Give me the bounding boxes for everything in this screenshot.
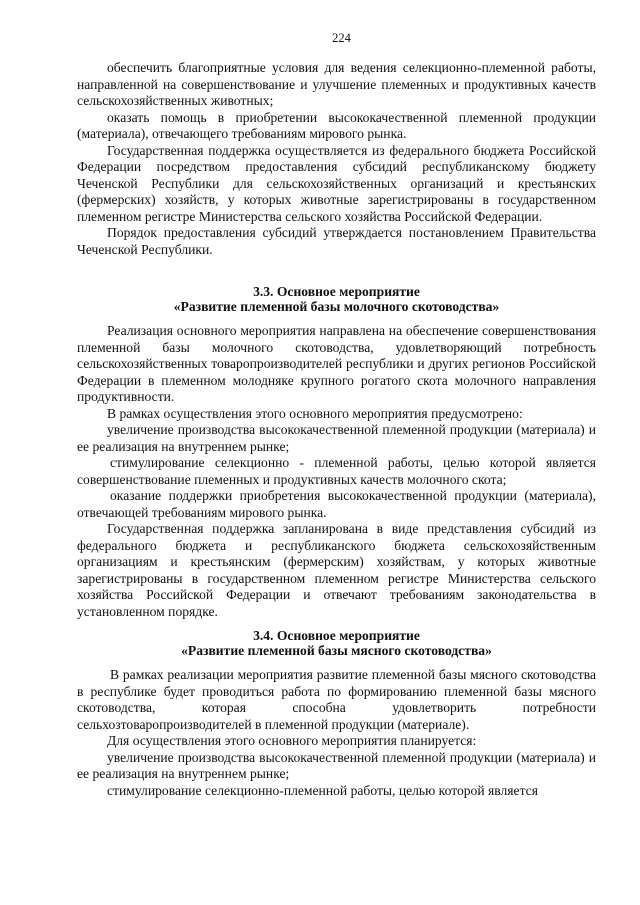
- section-heading-3-3: [77, 284, 596, 314]
- paragraph: обеспечить благоприятные условия для ведения селекционно-племенной работы, направленной на совершенствование и улучшение племенных и продуктивных качеств сельскохозяйственных животных;: [77, 60, 596, 108]
- text-block-intro: [77, 60, 596, 258]
- section-heading-3-4: [77, 628, 596, 658]
- section-subtitle: «Развитие племенной базы мясного скотоводства»: [181, 643, 492, 658]
- paragraph: В рамках реализации мероприятия развитие племенной базы мясного скотоводства в республике будет проводиться работа по формированию племенной базы мясного скотоводства, которая способна удовлетворить потребности сельхозтоваропроизводителей в племенной продукции (материале).: [77, 667, 596, 732]
- section-number-title: 3.4. Основное мероприятие: [253, 628, 420, 643]
- paragraph: Государственная поддержка осуществляется из федерального бюджета Российской Федерации посредством предоставления субсидий республиканскому бюджету Чеченской Республики для сельскохозяйственных организаций и крестьянских (фермерских) хозяйств, у которых животные зарегистрированы в государственном племенном регистре Министерства сельского хозяйства Российской Федерации.: [77, 142, 596, 224]
- paragraph: увеличение производства высококачественной племенной продукции (материала) и ее реализация на внутреннем рынке;: [77, 749, 596, 781]
- paragraph: Порядок предоставления субсидий утверждается постановлением Правительства Чеченской Республики.: [77, 225, 596, 257]
- page-number: 224: [332, 31, 351, 45]
- paragraph: В рамках осуществления этого основного мероприятия предусмотрено:: [107, 405, 523, 421]
- paragraph: Реализация основного мероприятия направлена на обеспечение совершенствования племенной базы молочного скотоводства, удовлетворяющий потребность сельскохозяйственных товаропроизводителей республики и других регионов Российской Федерации в племенном молодняке крупного рогатого скота молочного направления продуктивности.: [77, 323, 596, 404]
- section-number-title: 3.3. Основное мероприятие: [253, 284, 420, 299]
- paragraph: увеличение производства высококачественной племенной продукции (материала) и ее реализация на внутреннем рынке;: [77, 422, 596, 454]
- paragraph: Для осуществления этого основного мероприятия планируется:: [107, 733, 477, 748]
- paragraph: Государственная поддержка запланирована в виде представления субсидий из федерального бюджета и республиканского бюджета сельскохозяйственным организациям и крестьянским (фермерским) хозяйствам, у которых животные зарегистрированы в государственном племенном регистре Министерства сельского хозяйства Российской Федерации и отвечают требованиям законодательства в установленном порядке.: [77, 521, 596, 619]
- section-subtitle: «Развитие племенной базы молочного скотоводства»: [173, 299, 500, 314]
- section-body-3-3: [77, 323, 596, 620]
- paragraph: стимулирование селекционно - племенной работы, целью которой является совершенствование племенных и продуктивных качеств молочного скота;: [77, 455, 596, 487]
- paragraph: стимулирование селекционно-племенной работы, целью которой является: [107, 782, 538, 798]
- paragraph: оказать помощь в приобретении высококачественной племенной продукции (материала), отвечающего требованиям мирового рынка.: [77, 109, 596, 141]
- paragraph: оказание поддержки приобретения высококачественной продукции (материала), отвечающей требованиям мирового рынка.: [77, 488, 596, 520]
- section-body-3-4: [77, 667, 596, 799]
